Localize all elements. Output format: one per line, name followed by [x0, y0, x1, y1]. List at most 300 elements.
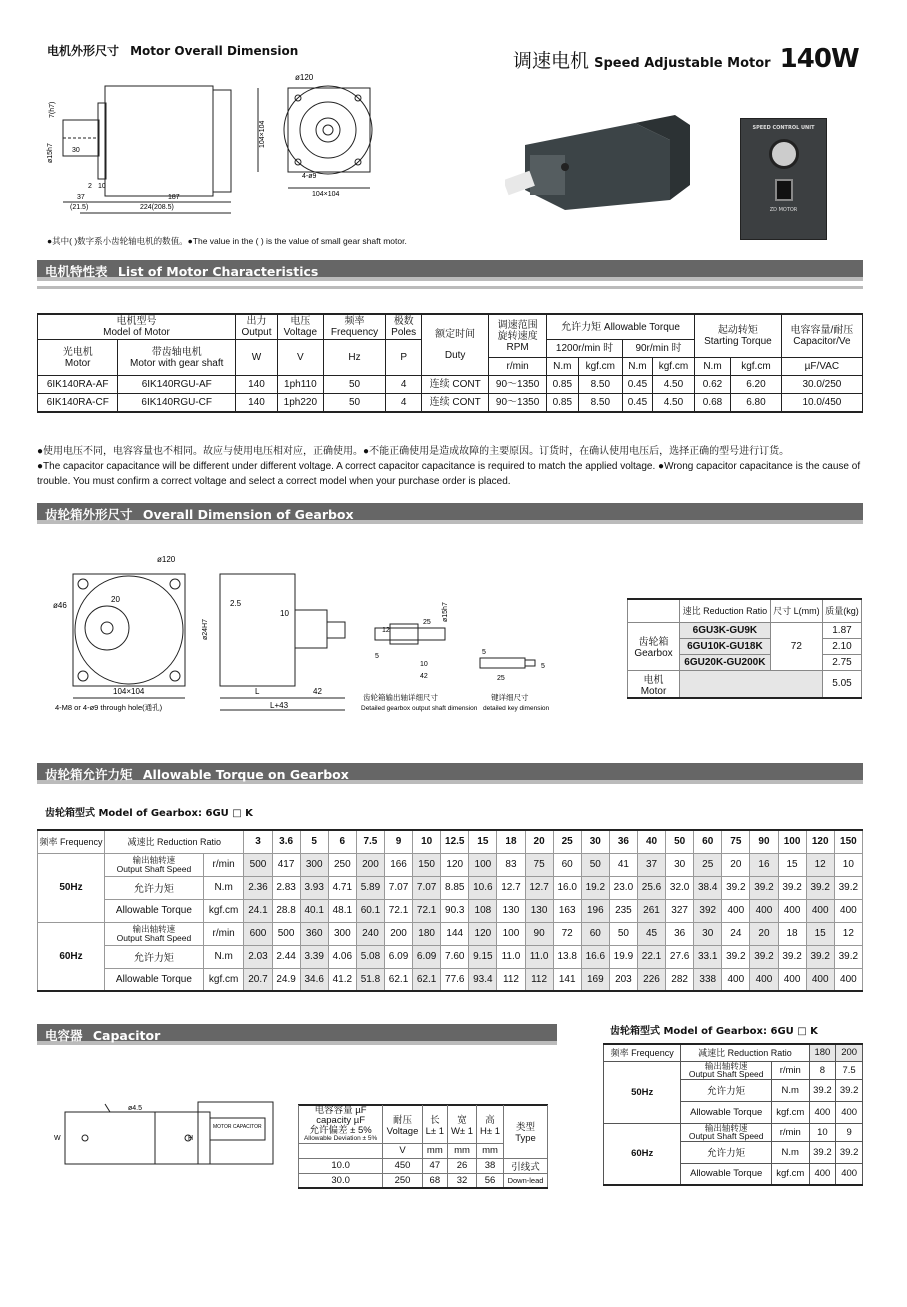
- cell: 150: [413, 853, 441, 876]
- title-en: Speed Adjustable Motor: [594, 56, 771, 71]
- cell: 261: [637, 899, 665, 922]
- ratio-header: 100: [778, 830, 806, 853]
- cell: 417: [272, 853, 300, 876]
- ratio-header: 150: [834, 830, 862, 853]
- ratio-header: 10: [413, 830, 441, 853]
- h-voltage-en: Voltage: [283, 327, 318, 338]
- dim-42: 42: [313, 687, 322, 696]
- cell: 250: [383, 1173, 422, 1188]
- u-rmin: r/min: [772, 1123, 810, 1141]
- speed-en: Output Shaft Speed: [116, 932, 192, 943]
- type-a: 引线式: [503, 1158, 547, 1173]
- cell: 30.0/250: [781, 376, 862, 394]
- ratio: 200: [836, 1044, 863, 1061]
- torque-cn: 允许力矩: [105, 945, 204, 968]
- dim-L: L: [255, 687, 260, 696]
- ratio-cell: 6GU3K-GU9K: [680, 622, 771, 638]
- cell: 0.62: [694, 376, 730, 394]
- h-motor-en: Motor: [64, 357, 91, 369]
- cell: 108: [469, 899, 497, 922]
- cell: 282: [666, 968, 694, 991]
- section-cn: 电容器: [45, 1028, 83, 1043]
- cell: 36: [666, 922, 694, 945]
- h-freq-en: Frequency: [330, 327, 379, 338]
- row-label: [105, 922, 204, 945]
- cell: 60: [581, 922, 609, 945]
- cell: 400: [809, 1163, 836, 1185]
- cell: 39.2: [722, 876, 750, 899]
- cell: 8.50: [578, 376, 622, 394]
- gearbox-dimension-drawing: [45, 550, 565, 720]
- capacitor-table: [298, 1104, 548, 1189]
- cell: 11.0: [525, 945, 553, 968]
- cell: 10.6: [469, 876, 497, 899]
- table-row: [38, 922, 863, 945]
- cell: 6IK140RGU-CF: [118, 394, 236, 412]
- h-volt-a: 耐压: [393, 1114, 413, 1126]
- cell: 39.2: [836, 1141, 863, 1163]
- cell: 20: [722, 853, 750, 876]
- speed-control-unit: [740, 118, 827, 240]
- cell: 32: [447, 1173, 476, 1188]
- h-start-en: Starting Torque: [704, 336, 772, 347]
- u-p: P: [386, 340, 422, 376]
- detail-en: Detailed gearbox output shaft dimension: [361, 705, 478, 712]
- cell: 6.20: [731, 376, 782, 394]
- torque-cn: 允许力矩: [105, 876, 204, 899]
- title-cn: 调速电机: [513, 50, 590, 72]
- cell: 77.6: [441, 968, 469, 991]
- dim-H: H: [188, 1135, 194, 1142]
- cell: 83: [497, 853, 525, 876]
- cell: 50: [323, 394, 385, 412]
- cell: 11.0: [497, 945, 525, 968]
- cell: 400: [778, 899, 806, 922]
- cell: 39.2: [750, 876, 778, 899]
- h-t1200: 1200r/min 时: [547, 340, 623, 358]
- cell: 450: [383, 1158, 422, 1173]
- speed-knob-icon: [769, 139, 799, 169]
- cell: 1ph110: [277, 376, 323, 394]
- cell: 100: [497, 922, 525, 945]
- u-rmin: r/min: [772, 1061, 810, 1079]
- gear-model-label: 齿轮箱型式 Model of Gearbox: 6GU □ K: [45, 808, 253, 819]
- section-en: Overall Dimension of Gearbox: [142, 507, 354, 522]
- u-w: W: [236, 340, 278, 376]
- cell: 15: [778, 853, 806, 876]
- h-weight: 质量(kg): [822, 599, 861, 622]
- cell: 240: [356, 922, 384, 945]
- dim-side: 104×104: [259, 120, 266, 148]
- cell: 12: [834, 922, 862, 945]
- h-gear-cn: 带齿轴电机: [151, 346, 202, 358]
- cell: 30.0: [299, 1173, 383, 1188]
- motor-weight: 5.05: [822, 670, 861, 698]
- ratio-header: 15: [469, 830, 497, 853]
- cell: 112: [497, 968, 525, 991]
- cell: 50: [609, 922, 637, 945]
- freq-60: 60Hz: [604, 1123, 681, 1185]
- cell: 0.45: [623, 376, 653, 394]
- dim-k25: 25: [497, 675, 505, 682]
- cell: 130: [497, 899, 525, 922]
- motor-dimension-drawing: [40, 68, 400, 218]
- cell: 22.1: [637, 945, 665, 968]
- cell: 250: [328, 853, 356, 876]
- cell: 39.2: [806, 876, 834, 899]
- dim-shaft: ø15h7: [47, 143, 54, 163]
- cell: 169: [581, 968, 609, 991]
- cap-label: MOTOR CAPACITOR: [213, 1124, 262, 1130]
- cell: 140: [236, 376, 278, 394]
- dim-k5: 5: [482, 649, 486, 656]
- section-title-cn: 电机外形尺寸: [47, 44, 120, 58]
- ratio-header: 90: [750, 830, 778, 853]
- cell: 25: [694, 853, 722, 876]
- section-motor-characteristics: [37, 260, 863, 281]
- unit-cell: r/min: [203, 922, 244, 945]
- table-row: [38, 394, 863, 412]
- weight-cell: 2.75: [822, 654, 861, 670]
- cell: 20.7: [244, 968, 272, 991]
- motor-photo: [505, 105, 700, 210]
- cell: 93.4: [469, 968, 497, 991]
- cell: 112: [525, 968, 553, 991]
- torque-cn: 允许力矩: [681, 1141, 772, 1163]
- cell: 4: [386, 394, 422, 412]
- h-h-a: 高: [485, 1114, 495, 1126]
- h-cap-b: capacity µF: [316, 1114, 366, 1126]
- ratio-header: 18: [497, 830, 525, 853]
- cell: 400: [836, 1163, 863, 1185]
- ratio-header: 3: [244, 830, 272, 853]
- cell: 48.1: [328, 899, 356, 922]
- cell: 16.6: [581, 945, 609, 968]
- cell: 600: [244, 922, 272, 945]
- u-rmin: r/min: [489, 358, 547, 376]
- cell: 20: [750, 922, 778, 945]
- speed-en: Output Shaft Speed: [116, 863, 192, 874]
- ratio-header: 3.6: [272, 830, 300, 853]
- note-line: ●The capacitor capacitance will be different under different voltage. A correct capacitor capacitance is required to match the applied voltage. ●Wrong capacitor capacitance is the cause of: [37, 461, 861, 472]
- dim-224: 224(208.5): [140, 204, 174, 211]
- cell: 8.50: [578, 394, 622, 412]
- cell: 0.45: [623, 394, 653, 412]
- dim-key: 7(h7): [49, 101, 56, 118]
- gear-small-title: 齿轮箱型式 Model of Gearbox: 6GU □ K: [610, 1026, 818, 1037]
- cell: 200: [356, 853, 384, 876]
- cell: 140: [236, 394, 278, 412]
- gearbox-cn: 齿轮箱: [638, 637, 669, 648]
- cell: 27.6: [666, 945, 694, 968]
- cell: 327: [666, 899, 694, 922]
- cell: 0.68: [694, 394, 730, 412]
- dim-d120: ø120: [157, 555, 176, 564]
- dim-hole-note: 4-M8 or 4-ø9 through hole(通孔): [55, 703, 163, 712]
- cell: 4.06: [328, 945, 356, 968]
- len-value: 72: [770, 622, 822, 670]
- h-start-cn: 起动转矩: [717, 325, 758, 336]
- cell: 235: [609, 899, 637, 922]
- cell: 62.1: [384, 968, 412, 991]
- cell: 400: [722, 968, 750, 991]
- h-w-a: 宽: [457, 1114, 467, 1126]
- ratio-header: 36: [609, 830, 637, 853]
- h-type-a: 类型: [515, 1122, 535, 1134]
- dim-L43: L+43: [270, 701, 289, 710]
- cell: 400: [806, 899, 834, 922]
- cell: 2.36: [244, 876, 272, 899]
- h-poles-en: Poles: [391, 327, 417, 338]
- h-ratio: 速比 Reduction Ratio: [680, 599, 771, 622]
- dim-flange: 104×104: [312, 191, 340, 198]
- cell: 68: [422, 1173, 447, 1188]
- cell: 90.3: [441, 899, 469, 922]
- dim-W: W: [54, 1135, 61, 1142]
- h-l-b: L± 1: [425, 1125, 445, 1137]
- cell: 9: [836, 1123, 863, 1141]
- u-hz: Hz: [323, 340, 385, 376]
- cell: 500: [244, 853, 272, 876]
- h-type-b: Type: [515, 1133, 536, 1145]
- cell: 4.50: [652, 376, 694, 394]
- u-mm: mm: [422, 1143, 447, 1158]
- cell: 19.9: [609, 945, 637, 968]
- dim-2: 2: [88, 183, 92, 190]
- h-motor-cn: 光电机: [62, 346, 93, 358]
- table-row: [38, 968, 863, 991]
- cell: 10.0: [299, 1158, 383, 1173]
- cell: 16: [750, 853, 778, 876]
- cell: 75: [525, 853, 553, 876]
- section-allowable-torque: [37, 763, 863, 784]
- cell: 9.15: [469, 945, 497, 968]
- type-b: Down-lead: [503, 1173, 547, 1188]
- cell: 226: [637, 968, 665, 991]
- h-h-b: H± 1: [480, 1125, 501, 1137]
- cell: 39.2: [834, 945, 862, 968]
- cell: 5.89: [356, 876, 384, 899]
- dim-d120: ø120: [295, 73, 314, 82]
- h-cap-en: Capacitor/Ve: [793, 336, 851, 347]
- cell: 5.08: [356, 945, 384, 968]
- cell: 39.2: [778, 876, 806, 899]
- h-output-cn: 出力: [246, 316, 267, 327]
- u-v: V: [277, 340, 323, 376]
- cell: 6IK140RA-CF: [38, 394, 118, 412]
- table-row: [38, 945, 863, 968]
- dim-side: 104×104: [113, 687, 145, 696]
- table-row: [299, 1173, 548, 1188]
- u-kgf: kgf.cm: [772, 1101, 810, 1123]
- cell: 39.2: [809, 1141, 836, 1163]
- detail-cn: 齿轮箱输出轴详细尺寸: [363, 693, 438, 702]
- cell: 400: [809, 1101, 836, 1123]
- cell: 12.7: [497, 876, 525, 899]
- cell: 4.50: [652, 394, 694, 412]
- capacitor-drawing: [50, 1100, 295, 1170]
- cell: 24.9: [272, 968, 300, 991]
- cell: 6.09: [384, 945, 412, 968]
- u-nm: N.m: [547, 358, 579, 376]
- cell: 24.1: [244, 899, 272, 922]
- cell: 39.2: [750, 945, 778, 968]
- freq-50: 50Hz: [604, 1061, 681, 1123]
- cell: 51.8: [356, 968, 384, 991]
- h-freq-cn: 频率: [344, 316, 365, 327]
- row-label: [105, 853, 204, 876]
- ratio-header: 6: [328, 830, 356, 853]
- h-duty-cn: 额定时间: [435, 329, 476, 340]
- h-w-b: W± 1: [450, 1125, 474, 1137]
- note-line: ●使用电压不同，电容容量也不相同。故应与使用电压相对应，正确使用。●不能正确使用是造成故障的主要原因。订货时，在确认使用电压后，选择正确的型号进行订货。: [37, 446, 790, 457]
- cell: 0.85: [547, 394, 579, 412]
- cell: 12.7: [525, 876, 553, 899]
- dim-5: 5: [375, 653, 379, 660]
- gearbox-weight-table: [627, 598, 862, 699]
- cell: 34.6: [300, 968, 328, 991]
- cell: 56: [477, 1173, 504, 1188]
- u-nm: N.m: [772, 1141, 810, 1163]
- u-mm: mm: [447, 1143, 476, 1158]
- cell: 7.07: [413, 876, 441, 899]
- dim-10: 10: [280, 609, 289, 618]
- note-line: trouble. You must confirm a correct voltage and select a correct model when your purchase order is placed.: [37, 476, 511, 487]
- h-voltage-cn: 电压: [290, 316, 311, 327]
- cell: 19.2: [581, 876, 609, 899]
- u-kgf2: kgf.cm: [652, 358, 694, 376]
- control-unit-label: SPEED CONTROL UNIT: [752, 125, 815, 131]
- cell: 130: [525, 899, 553, 922]
- cell: 7.07: [384, 876, 412, 899]
- cell: 41: [609, 853, 637, 876]
- key-en: detailed key dimension: [483, 705, 550, 712]
- cell: 50: [323, 376, 385, 394]
- u-kgf3: kgf.cm: [731, 358, 782, 376]
- cell: 39.2: [778, 945, 806, 968]
- key-cn: 键详细尺寸: [491, 693, 529, 702]
- cell: 392: [694, 899, 722, 922]
- h-cap-cn: 电容容量/耐压: [790, 325, 854, 336]
- h-gear-en: Motor with gear shaft: [130, 357, 224, 369]
- cell: 6.09: [413, 945, 441, 968]
- cell: 39.2: [806, 945, 834, 968]
- unit-cell: kgf.cm: [203, 899, 244, 922]
- dim-21: (21.5): [70, 204, 89, 211]
- dim-10: 10: [98, 183, 106, 190]
- weight-cell: 2.10: [822, 638, 861, 654]
- speed-cn: 输出轴转速: [132, 924, 176, 934]
- h-ratio: 减速比 Reduction Ratio: [681, 1044, 809, 1061]
- section-en: Allowable Torque on Gearbox: [142, 767, 349, 782]
- cell: 120: [469, 922, 497, 945]
- cell: 32.0: [666, 876, 694, 899]
- cell: 180: [413, 922, 441, 945]
- cell: 13.8: [553, 945, 581, 968]
- h-output-en: Output: [241, 327, 272, 338]
- page-title: [513, 44, 859, 74]
- cell: 3.93: [300, 876, 328, 899]
- h-freq: 频率 Frequency: [38, 830, 105, 853]
- cell: 7.5: [836, 1061, 863, 1079]
- gearbox-torque-table: [37, 829, 863, 992]
- cell: 141: [553, 968, 581, 991]
- cell: 2.03: [244, 945, 272, 968]
- section-cn: 电机特性表: [45, 264, 108, 279]
- dim-hole: ø4.5: [128, 1105, 143, 1112]
- speed-cn: 输出轴转速: [704, 1122, 748, 1133]
- table-row: [38, 376, 863, 394]
- h-cap-a: 电容容量 µF: [314, 1105, 367, 1116]
- cell: 62.1: [413, 968, 441, 991]
- cell: 7.60: [441, 945, 469, 968]
- cell: 120: [441, 853, 469, 876]
- cell: 360: [300, 922, 328, 945]
- cell: 47: [422, 1158, 447, 1173]
- cell: 10: [809, 1123, 836, 1141]
- unit-cell: N.m: [203, 876, 244, 899]
- cell: 38.4: [694, 876, 722, 899]
- h-duty-en: Duty: [444, 350, 466, 361]
- h-l-a: 长: [430, 1114, 440, 1126]
- cell: 39.2: [722, 945, 750, 968]
- h-rpm-cn1: 调速范围: [497, 319, 538, 331]
- u-cap: µF/VAC: [781, 358, 862, 376]
- torque-en: Allowable Torque: [105, 899, 204, 922]
- unit-cell: r/min: [203, 853, 244, 876]
- cell: 25.6: [637, 876, 665, 899]
- cell: 1ph220: [277, 394, 323, 412]
- table-row: [38, 853, 863, 876]
- cell: 400: [722, 899, 750, 922]
- cell: 23.0: [609, 876, 637, 899]
- dim-12: 12: [382, 627, 390, 634]
- u-kgf: kgf.cm: [578, 358, 622, 376]
- cell: 338: [694, 968, 722, 991]
- dim-15h7: ø15h7: [442, 602, 449, 622]
- ratio-cell: 6GU20K-GU200K: [680, 654, 771, 670]
- cell: 90～1350: [489, 376, 547, 394]
- cell: 4.71: [328, 876, 356, 899]
- cell: 41.2: [328, 968, 356, 991]
- cell: 连续 CONT: [422, 376, 489, 394]
- ratio-header: 5: [300, 830, 328, 853]
- table-row: [38, 899, 863, 922]
- cell: 37: [637, 853, 665, 876]
- cell: 0.85: [547, 376, 579, 394]
- h-rpm-cn2: 旋转速度: [497, 330, 538, 342]
- section-capacitor: [37, 1024, 557, 1045]
- cell: 30: [694, 922, 722, 945]
- unit-cell: kgf.cm: [203, 968, 244, 991]
- cell: 60: [553, 853, 581, 876]
- cell: 6IK140RGU-AF: [118, 376, 236, 394]
- speed-cn: 输出轴转速: [704, 1060, 748, 1071]
- dim-37: 37: [77, 194, 85, 201]
- ratio: 180: [809, 1044, 836, 1061]
- cell: 8.85: [441, 876, 469, 899]
- h-freq: 频率 Frequency: [604, 1044, 681, 1061]
- torque-en: Allowable Torque: [105, 968, 204, 991]
- dim-42b: 42: [420, 673, 428, 680]
- cell: 39.2: [834, 876, 862, 899]
- dim-d46: ø46: [53, 601, 67, 610]
- cell: 40.1: [300, 899, 328, 922]
- table-row: [38, 876, 863, 899]
- cell: 90～1350: [489, 394, 547, 412]
- torque-en: Allowable Torque: [681, 1163, 772, 1185]
- cell: 10: [834, 853, 862, 876]
